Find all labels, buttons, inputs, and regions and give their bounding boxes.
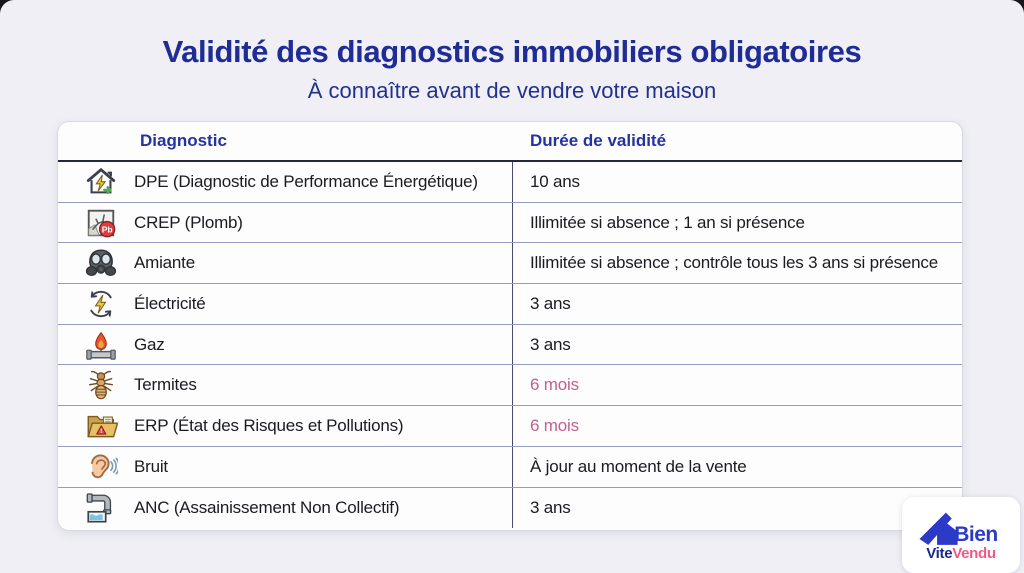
page-subtitle: À connaître avant de vendre votre maison — [307, 78, 717, 103]
page-title: Validité des diagnostics immobiliers obligatoires — [162, 34, 862, 69]
validity-value: Illimitée si absence ; contrôle tous les 3 ans si présence — [530, 253, 938, 273]
house-energy-icon — [83, 164, 119, 200]
video-corner-notch — [0, 0, 14, 14]
table-header-row — [58, 122, 962, 162]
diagnostic-label: Termites — [134, 375, 197, 395]
validity-value: 3 ans — [530, 497, 571, 517]
table-row — [58, 203, 962, 244]
table-row — [58, 284, 962, 325]
table-row — [58, 365, 962, 406]
diagnostic-label: CREP (Plomb) — [134, 212, 243, 232]
table-row — [58, 447, 962, 488]
svg-text:!: ! — [100, 428, 103, 436]
diagnostic-label: Amiante — [134, 253, 195, 273]
diagnostic-label: Bruit — [134, 456, 168, 476]
validity-value: 6 mois — [530, 375, 579, 395]
diagnostic-label: ERP (État des Risques et Pollutions) — [134, 415, 404, 435]
gas-flame-icon — [83, 327, 119, 363]
pipe-water-icon — [83, 490, 119, 526]
diagnostic-label: Gaz — [134, 334, 165, 354]
diagnostics-table — [57, 121, 963, 531]
lead-wall-icon — [83, 205, 119, 241]
page-header — [0, 0, 1024, 104]
table-row — [58, 406, 962, 447]
diagnostic-label: Électricité — [134, 293, 206, 313]
diagnostic-label: ANC (Assainissement Non Collectif) — [134, 497, 400, 517]
validity-value: À jour au moment de la vente — [530, 456, 747, 476]
termite-icon — [83, 367, 119, 403]
column-header-diagnostic: Diagnostic — [140, 131, 227, 150]
validity-value: Illimitée si absence ; 1 an si présence — [530, 212, 805, 232]
logo-text-bien: Bien — [954, 522, 998, 546]
validity-value: 6 mois — [530, 415, 579, 435]
table-row — [58, 488, 962, 529]
ear-icon — [83, 449, 119, 485]
video-corner-notch — [1010, 0, 1024, 14]
logo-text-vendu: Vendu — [952, 544, 996, 562]
electricity-icon — [83, 286, 119, 322]
table-row — [58, 243, 962, 284]
gas-mask-icon — [83, 245, 119, 281]
table-row — [58, 162, 962, 203]
validity-value: 3 ans — [530, 293, 571, 313]
validity-value: 10 ans — [530, 171, 580, 191]
diagnostic-label: DPE (Diagnostic de Performance Énergétique) — [134, 171, 478, 191]
bienvitevendu-logo — [902, 497, 1020, 573]
column-header-validity: Durée de validité — [530, 131, 667, 150]
table-row — [58, 325, 962, 366]
logo-text-vite: Vite — [926, 544, 953, 562]
validity-value: 3 ans — [530, 334, 571, 354]
folder-warning-icon — [83, 408, 119, 444]
svg-text:Pb: Pb — [101, 223, 113, 234]
